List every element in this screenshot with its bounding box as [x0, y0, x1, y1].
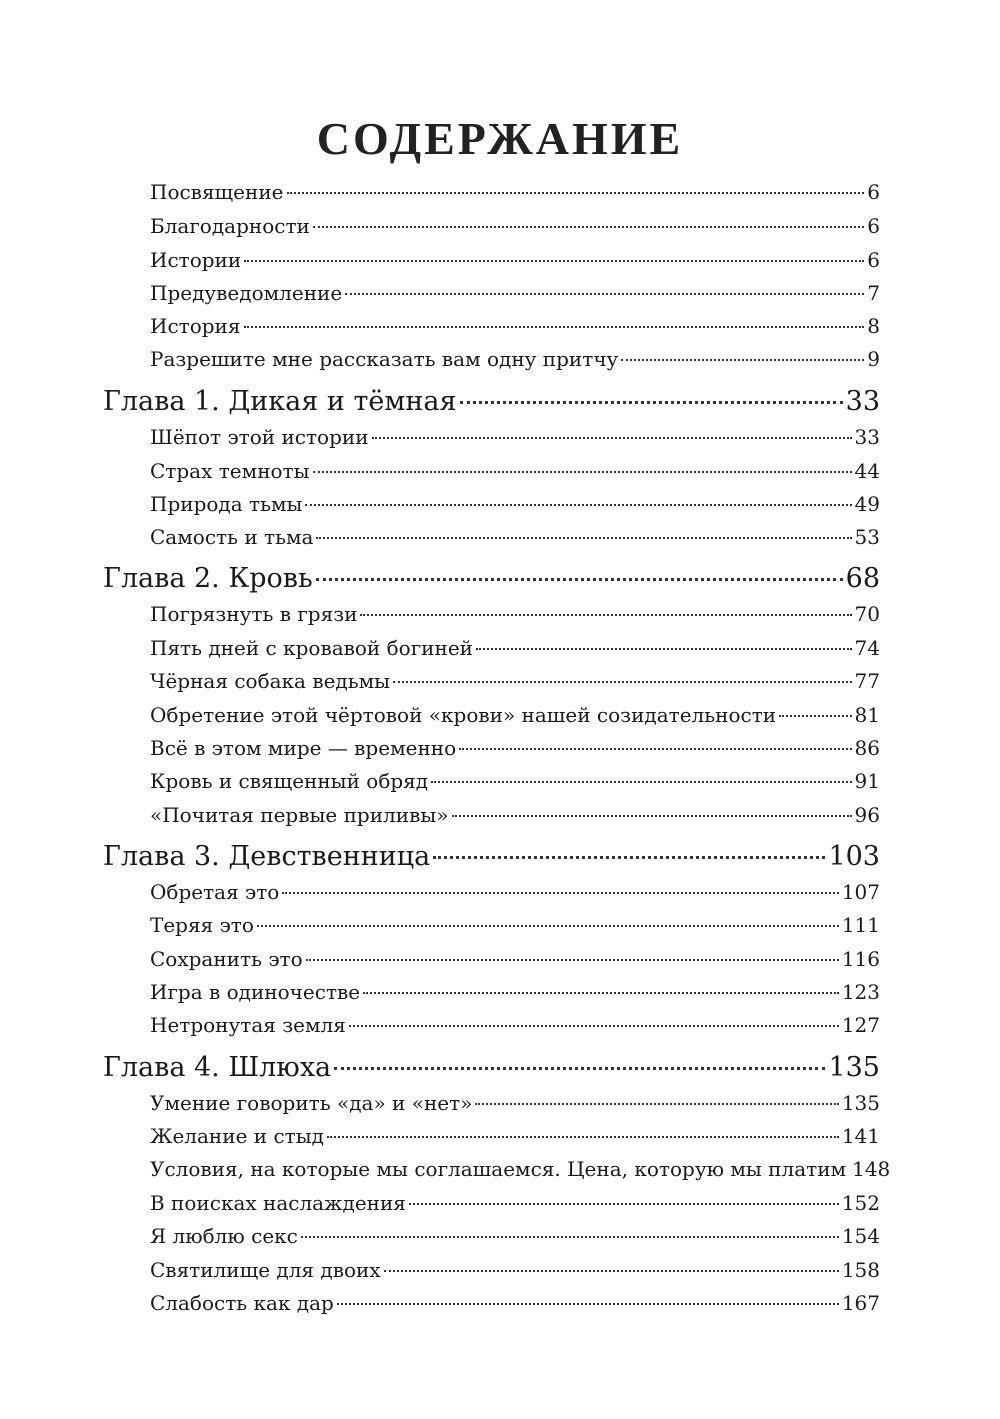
- toc-entry-title: Пять дней с кровавой богиней: [150, 636, 473, 660]
- dot-leader: [244, 326, 865, 328]
- toc-entry-title: Слабость как дар: [150, 1291, 334, 1315]
- toc-entry-title: Шёпот этой истории: [150, 425, 369, 449]
- dot-leader: [431, 781, 851, 783]
- toc-entry[interactable]: [150, 525, 880, 553]
- dot-leader: [393, 681, 851, 683]
- toc-entry-page: 86: [854, 736, 880, 760]
- toc-entry[interactable]: [150, 636, 880, 664]
- toc-entry[interactable]: [150, 1157, 891, 1185]
- dot-leader: [282, 892, 838, 894]
- toc-entry[interactable]: [150, 281, 880, 309]
- toc-entry-title: История: [150, 314, 241, 338]
- toc-chapter-title: Глава 4. Шлюха: [103, 1052, 332, 1083]
- dot-leader: [316, 537, 851, 539]
- toc-chapter-title: Глава 2. Кровь: [103, 563, 313, 594]
- toc-entry-title: Святилище для двоих: [150, 1258, 381, 1282]
- toc-entry-title: Обретение этой чёртовой «крови» нашей созидательности: [150, 703, 777, 727]
- dot-leader: [779, 715, 851, 717]
- dot-leader: [345, 293, 864, 295]
- toc-entry-page: 6: [867, 214, 880, 238]
- toc-entry-title: Кровь и священный обряд: [150, 769, 429, 793]
- toc-entry-title: Умение говорить «да» и «нет»: [150, 1091, 473, 1115]
- toc-entry-page: 107: [841, 880, 880, 904]
- toc-entry-title: Истории: [150, 248, 242, 272]
- dot-leader: [316, 578, 843, 581]
- dot-leader: [313, 226, 864, 228]
- toc-entry[interactable]: [150, 1258, 880, 1286]
- toc-entry-title: Обретая это: [150, 880, 280, 904]
- toc-entry-title: Чёрная собака ведьмы: [150, 669, 391, 693]
- toc-chapter-title: Глава 3. Девственница: [103, 841, 431, 872]
- dot-leader: [459, 748, 851, 750]
- toc-entry-page: 44: [854, 459, 880, 483]
- toc-entry-page: 154: [841, 1224, 880, 1248]
- toc-entry-title: Условия, на которые мы соглашаемся. Цена, которую мы платим: [150, 1157, 847, 1181]
- toc-entry-page: 96: [854, 803, 880, 827]
- toc-entry-page: 70: [854, 602, 880, 626]
- toc-entry-page: 53: [854, 525, 880, 549]
- toc-chapter-page: 103: [828, 841, 880, 872]
- toc-entry-page: 158: [841, 1258, 880, 1282]
- toc-chapter-page: 33: [845, 386, 880, 417]
- toc-entry-page: 135: [841, 1091, 880, 1115]
- toc-entry[interactable]: [150, 347, 880, 375]
- toc-entry-title: Самость и тьма: [150, 525, 314, 549]
- toc-entry-page: 152: [841, 1191, 880, 1215]
- toc-entry-page: 167: [841, 1291, 880, 1315]
- toc-chapter-page: 135: [828, 1052, 880, 1083]
- dot-leader: [244, 260, 864, 262]
- toc-entry[interactable]: [150, 880, 880, 908]
- toc-entry[interactable]: [150, 1224, 880, 1252]
- toc-entry-title: Игра в одиночестве: [150, 980, 361, 1004]
- toc-entry[interactable]: [150, 803, 880, 831]
- toc-entry-page: 74: [854, 636, 880, 660]
- toc-entry-title: Желание и стыд: [150, 1124, 324, 1148]
- toc-entry-title: Сохранить это: [150, 947, 303, 971]
- dot-leader: [433, 856, 825, 859]
- toc-entry[interactable]: [150, 180, 880, 208]
- toc-entry[interactable]: [150, 214, 880, 242]
- toc-entry-page: 49: [854, 492, 880, 516]
- toc-entry-page: 116: [841, 947, 880, 971]
- toc-entry-page: 33: [854, 425, 880, 449]
- dot-leader: [360, 614, 851, 616]
- toc-entry-page: 8: [867, 314, 880, 338]
- toc-entry[interactable]: [150, 248, 880, 276]
- dot-leader: [475, 1103, 838, 1105]
- toc-entry[interactable]: [150, 492, 880, 520]
- toc-entry-page: 111: [841, 913, 880, 937]
- dot-leader: [409, 1203, 839, 1205]
- toc-entry[interactable]: [150, 913, 880, 941]
- dot-leader: [372, 437, 852, 439]
- page-title: СОДЕРЖАНИЕ: [316, 113, 684, 164]
- toc-chapter[interactable]: [103, 563, 880, 597]
- dot-leader: [384, 1270, 839, 1272]
- dot-leader: [327, 1136, 839, 1138]
- toc-entry-page: 148: [852, 1157, 891, 1181]
- toc-entry-title: Страх темноты: [150, 459, 310, 483]
- toc-chapter-page: 68: [845, 563, 880, 594]
- toc-entry[interactable]: [150, 980, 880, 1008]
- toc-entry[interactable]: [150, 703, 880, 731]
- dot-leader: [476, 648, 852, 650]
- toc-entry-title: Всё в этом мире — временно: [150, 736, 457, 760]
- toc-chapter[interactable]: [103, 1052, 880, 1086]
- toc-entry-page: 9: [867, 347, 880, 371]
- toc-entry-page: 127: [841, 1013, 880, 1037]
- dot-leader: [337, 1303, 839, 1305]
- toc-entry[interactable]: [150, 425, 880, 453]
- toc-entry-page: 6: [867, 248, 880, 272]
- dot-leader: [621, 359, 864, 361]
- toc-entry-title: Природа тьмы: [150, 492, 303, 516]
- dot-leader: [257, 925, 839, 927]
- toc-entry-title: Разрешите мне рассказать вам одну притчу: [150, 347, 619, 371]
- toc-entry[interactable]: [150, 1013, 880, 1041]
- dot-leader: [313, 471, 852, 473]
- toc-entry-title: Нетронутая земля: [150, 1013, 346, 1037]
- toc-entry-title: Предуведомление: [150, 281, 343, 305]
- toc-entry-title: Посвящение: [150, 180, 284, 204]
- toc-entry-page: 141: [841, 1124, 880, 1148]
- toc-entry[interactable]: [150, 1191, 880, 1219]
- dot-leader: [287, 192, 865, 194]
- toc-entry-page: 77: [854, 669, 880, 693]
- toc-chapter[interactable]: [103, 841, 880, 875]
- toc-chapter[interactable]: [103, 386, 880, 420]
- toc-entry[interactable]: [150, 947, 880, 975]
- dot-leader: [349, 1025, 839, 1027]
- toc-entry-page: 91: [854, 769, 880, 793]
- dot-leader: [363, 992, 839, 994]
- toc-entry[interactable]: [150, 669, 880, 697]
- toc-entry[interactable]: [150, 602, 880, 630]
- toc-entry[interactable]: [150, 459, 880, 487]
- toc-entry[interactable]: [150, 736, 880, 764]
- toc-entry-title: Благодарности: [150, 214, 310, 238]
- toc-entry[interactable]: [150, 1124, 880, 1152]
- dot-leader: [460, 401, 843, 404]
- dot-leader: [306, 959, 839, 961]
- toc-chapter-title: Глава 1. Дикая и тёмная: [103, 386, 457, 417]
- toc-entry-title: Погрязнуть в грязи: [150, 602, 358, 626]
- toc-entry-title: «Почитая первые приливы»: [150, 803, 449, 827]
- toc-entry[interactable]: [150, 1291, 880, 1319]
- toc-entry-page: 6: [867, 180, 880, 204]
- toc-entry-title: Я люблю секс: [150, 1224, 298, 1248]
- dot-leader: [305, 504, 851, 506]
- toc-entry-page: 81: [854, 703, 880, 727]
- dot-leader: [452, 815, 852, 817]
- dot-leader: [301, 1236, 839, 1238]
- toc-entry-page: 7: [867, 281, 880, 305]
- toc-entry[interactable]: [150, 314, 880, 342]
- toc-entry-page: 123: [841, 980, 880, 1004]
- toc-entry-title: Теряя это: [150, 913, 254, 937]
- dot-leader: [334, 1067, 825, 1070]
- toc-entry-title: В поисках наслаждения: [150, 1191, 406, 1215]
- toc-entry[interactable]: [150, 1091, 880, 1119]
- toc-entry[interactable]: [150, 769, 880, 797]
